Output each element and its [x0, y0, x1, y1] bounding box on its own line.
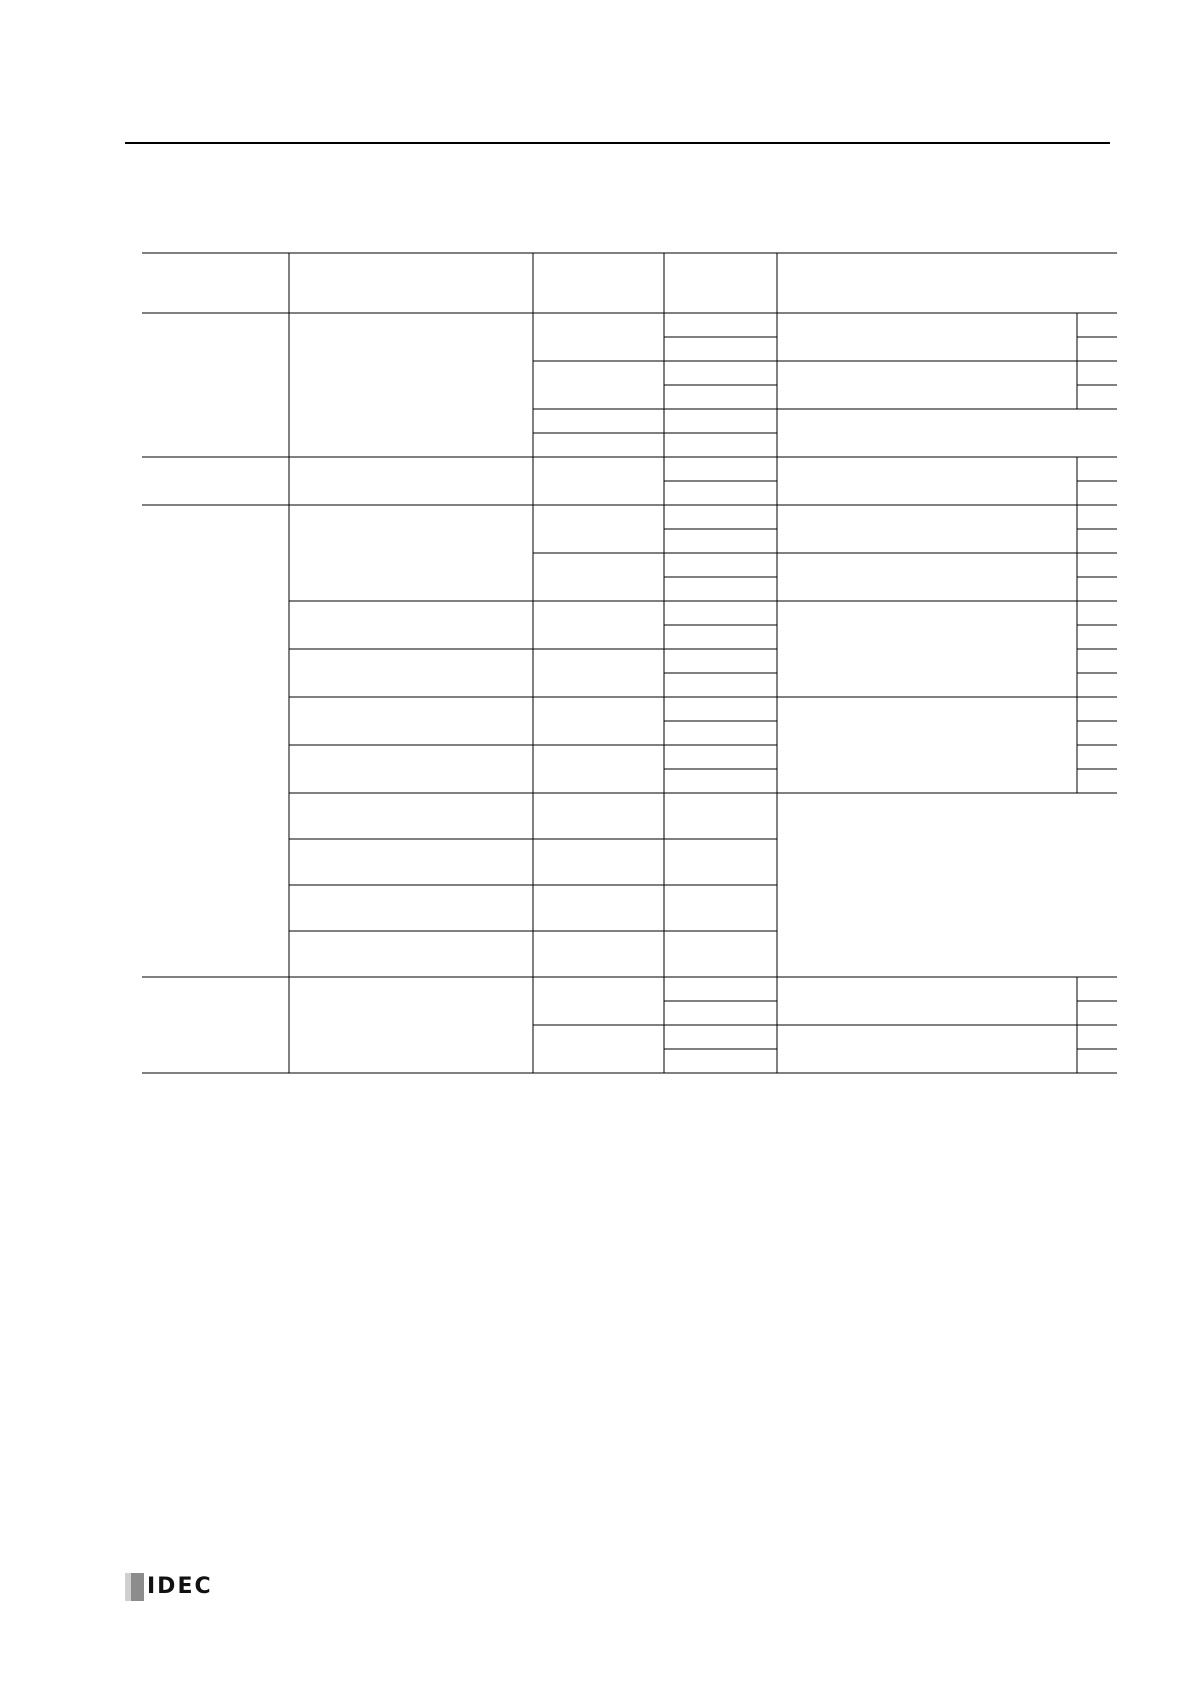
- logo-mark: [125, 1573, 144, 1601]
- logo-text: IDEC: [147, 1574, 213, 1599]
- idec-logo: [125, 1573, 215, 1601]
